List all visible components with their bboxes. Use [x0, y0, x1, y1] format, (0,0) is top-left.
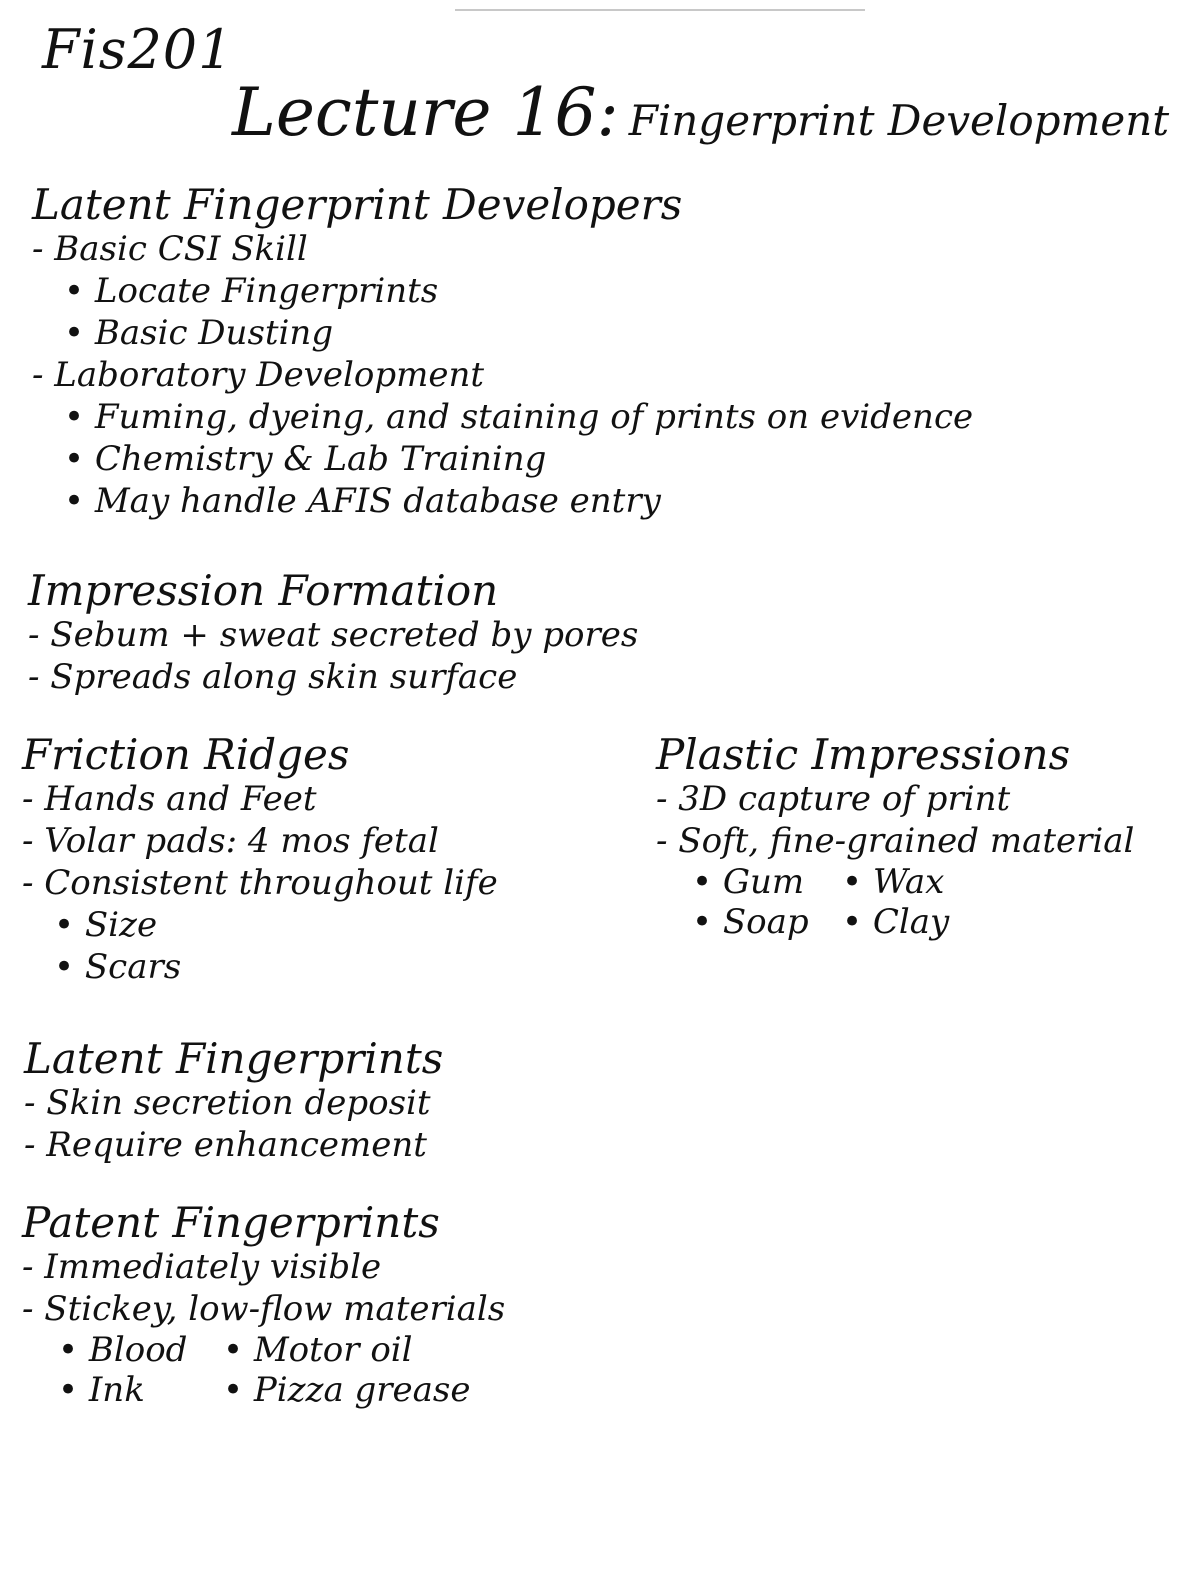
example-row [22, 1330, 505, 1370]
note-line: • Chemistry & Lab Training [64, 439, 547, 479]
note-line: - Volar pads: 4 mos fetal [22, 821, 439, 861]
note-line: • Locate Fingerprints [64, 271, 439, 311]
example-item: • Wax [842, 862, 945, 902]
example-row [656, 902, 1134, 942]
note-line: - Consistent throughout life [22, 863, 498, 903]
section-latent-fingerprints [24, 1036, 443, 1166]
note-line: • May handle AFIS database entry [64, 481, 661, 521]
note-line: - Sebum + sweat secreted by pores [28, 615, 639, 655]
note-line: - Spreads along skin surface [28, 657, 518, 697]
lecture-number: Lecture 16: [232, 74, 619, 151]
note-line: • Size [54, 905, 158, 945]
note-line: - Require enhancement [24, 1125, 427, 1165]
example-item: • Clay [842, 902, 950, 942]
lecture-topic: Fingerprint Development [628, 96, 1170, 145]
note-line: • Fuming, dyeing, and staining of prints on evidence [64, 397, 974, 437]
section-heading: Friction Ridges [22, 730, 350, 779]
lecture-title [232, 74, 1169, 151]
section-heading: Patent Fingerprints [22, 1198, 440, 1247]
note-line: - Stickey, low-flow materials [22, 1289, 506, 1329]
example-item: • Soap [692, 902, 809, 942]
top-rule [455, 9, 865, 11]
example-item: • Ink [58, 1370, 145, 1410]
section-heading: Impression Formation [28, 566, 499, 615]
note-line: - Soft, fine-grained material [656, 821, 1135, 861]
note-line: • Basic Dusting [64, 313, 334, 353]
section-latent-developers [32, 182, 973, 522]
example-row [656, 862, 1134, 902]
note-line: - Hands and Feet [22, 779, 317, 819]
note-line: • Scars [54, 947, 182, 987]
section-heading: Latent Fingerprints [24, 1034, 444, 1083]
example-item: • Pizza grease [223, 1370, 471, 1410]
note-line: - 3D capture of print [656, 779, 1011, 819]
section-heading: Latent Fingerprint Developers [32, 180, 683, 229]
section-plastic-impressions [656, 732, 1134, 942]
note-line: - Laboratory Development [32, 355, 485, 395]
note-line: - Basic CSI Skill [32, 229, 308, 269]
course-code: Fis201 [42, 18, 234, 81]
section-impression-formation [28, 568, 638, 698]
example-item: • Motor oil [223, 1330, 413, 1370]
section-heading: Plastic Impressions [656, 730, 1071, 779]
section-friction-ridges [22, 732, 498, 988]
section-patent-fingerprints [22, 1200, 505, 1410]
example-row [22, 1370, 505, 1410]
example-item: • Blood [58, 1330, 188, 1370]
note-line: - Immediately visible [22, 1247, 382, 1287]
note-line: - Skin secretion deposit [24, 1083, 431, 1123]
example-item: • Gum [692, 862, 805, 902]
